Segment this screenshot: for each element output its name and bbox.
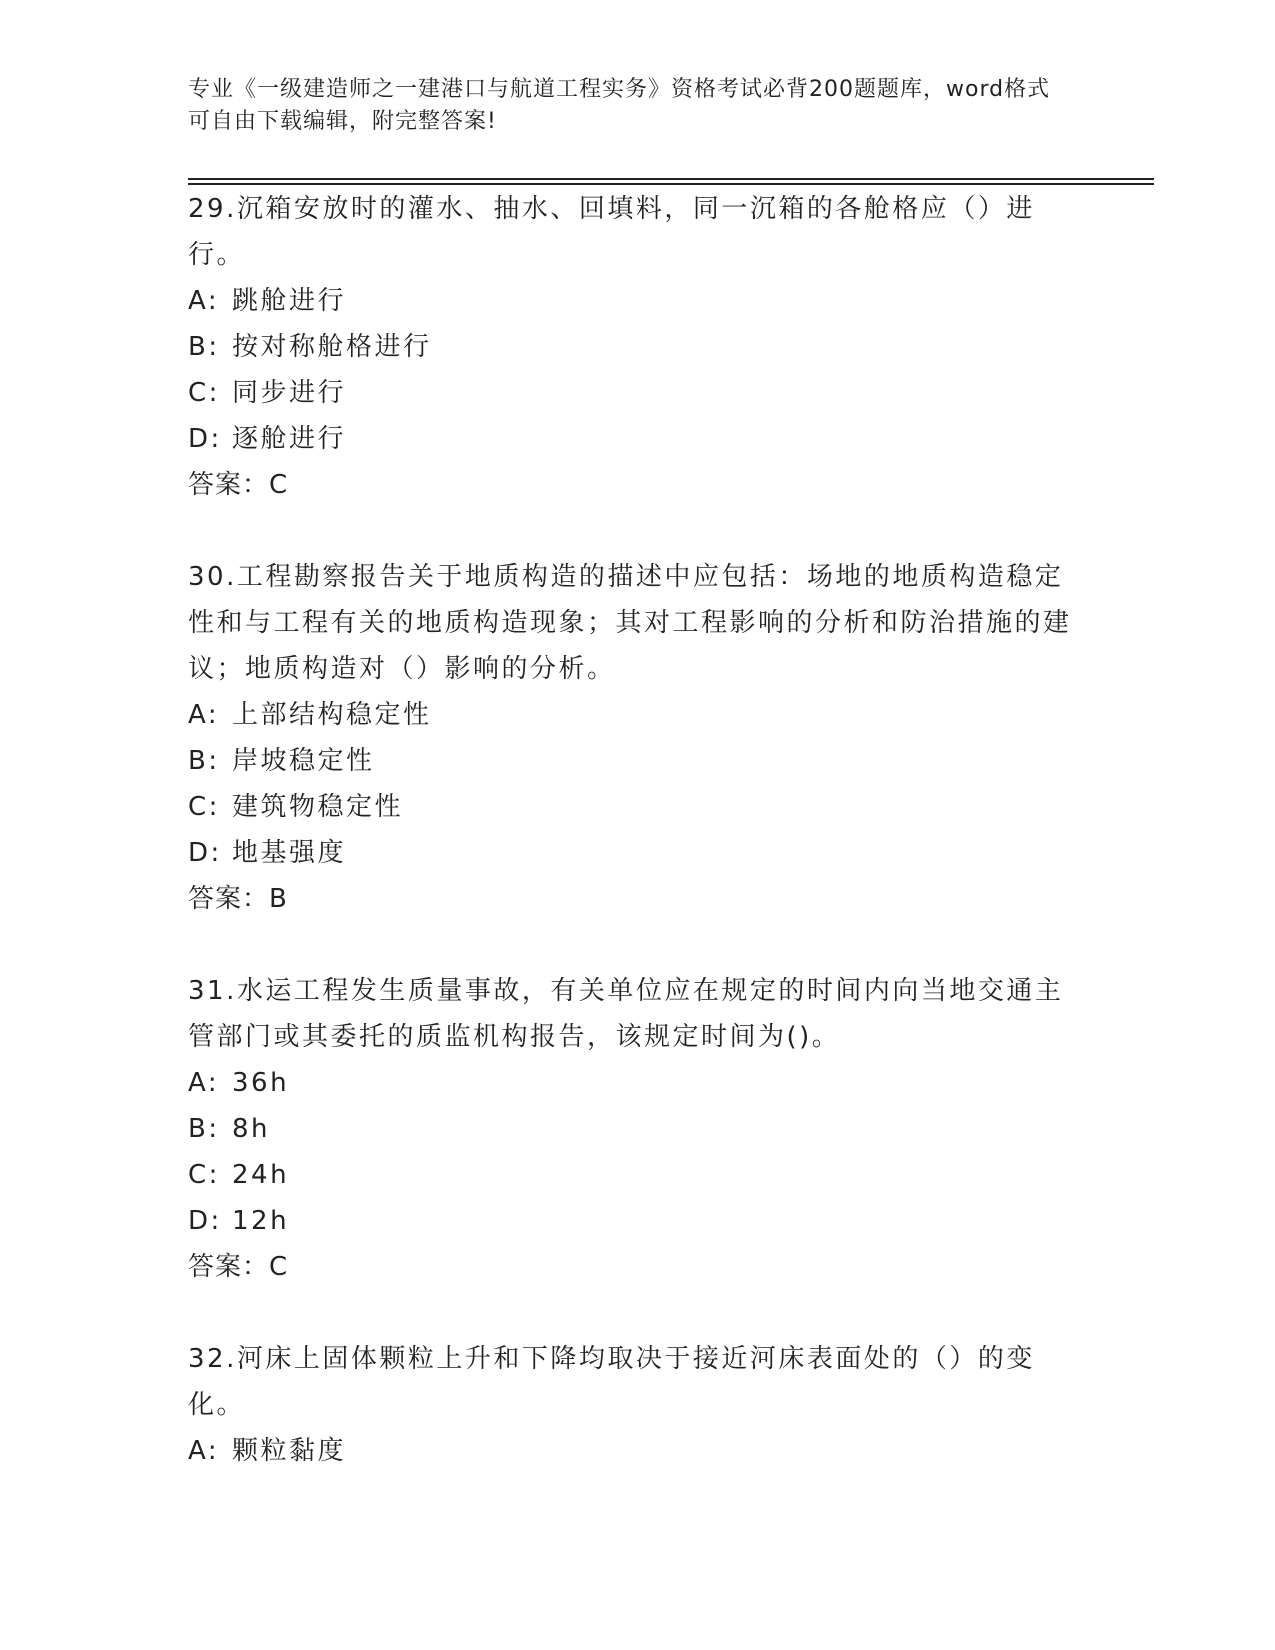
option-letter: C: (188, 378, 220, 408)
option-a (188, 278, 1088, 324)
option-text: 地基强度 (232, 838, 347, 868)
option-c (188, 370, 1088, 416)
option-text: 同步进行 (232, 378, 347, 408)
header-divider (188, 178, 1154, 180)
question-32 (188, 1336, 1088, 1474)
answer-line: 答案：C (188, 470, 289, 500)
option-text: 颗粒黏度 (232, 1436, 347, 1466)
option-c (188, 1152, 1088, 1198)
option-letter: D: (188, 1206, 222, 1236)
option-letter: A: (188, 286, 220, 316)
option-letter: A: (188, 700, 220, 730)
option-d (188, 1198, 1088, 1244)
document-header: 专业《一级建造师之一建港口与航道工程实务》资格考试必背200题题库，word格式可自由下载编辑，附完整答案! (188, 77, 1051, 134)
option-text: 按对称舱格进行 (232, 332, 432, 362)
question-stem: 29.沉箱安放时的灌水、抽水、回填料，同一沉箱的各舱格应（）进行。 (188, 194, 1035, 270)
header-divider (188, 183, 1154, 185)
option-text: 跳舱进行 (232, 286, 347, 316)
option-letter: B: (188, 1114, 220, 1144)
option-letter: B: (188, 332, 220, 362)
question-stem: 31.水运工程发生质量事故，有关单位应在规定的时间内向当地交通主管部门或其委托的质监机构报告，该规定时间为()。 (188, 976, 1064, 1052)
question-30 (188, 554, 1088, 922)
option-text: 24h (232, 1160, 290, 1190)
option-b (188, 324, 1088, 370)
option-b (188, 738, 1088, 784)
option-text: 8h (232, 1114, 271, 1144)
option-a (188, 1428, 1088, 1474)
option-letter: B: (188, 746, 220, 776)
option-a (188, 1060, 1088, 1106)
option-text: 建筑物稳定性 (232, 792, 404, 822)
option-letter: C: (188, 1160, 220, 1190)
question-29 (188, 186, 1088, 508)
answer-line: 答案：C (188, 1252, 289, 1282)
option-text: 上部结构稳定性 (232, 700, 432, 730)
option-a (188, 692, 1088, 738)
option-letter: D: (188, 838, 222, 868)
option-d (188, 830, 1088, 876)
option-text: 岸坡稳定性 (232, 746, 375, 776)
question-list (188, 186, 1088, 1520)
option-text: 36h (232, 1068, 290, 1098)
option-c (188, 784, 1088, 830)
question-stem: 30.工程勘察报告关于地质构造的描述中应包括：场地的地质构造稳定性和与工程有关的地质构造现象；其对工程影响的分析和防治措施的建议；地质构造对（）影响的分析。 (188, 562, 1072, 684)
option-text: 12h (232, 1206, 290, 1236)
option-letter: C: (188, 792, 220, 822)
option-letter: D: (188, 424, 222, 454)
answer-line: 答案：B (188, 884, 288, 914)
option-d (188, 416, 1088, 462)
option-text: 逐舱进行 (232, 424, 347, 454)
option-letter: A: (188, 1436, 220, 1466)
option-b (188, 1106, 1088, 1152)
option-letter: A: (188, 1068, 220, 1098)
question-stem: 32.河床上固体颗粒上升和下降均取决于接近河床表面处的（）的变化。 (188, 1344, 1035, 1420)
question-31 (188, 968, 1088, 1290)
